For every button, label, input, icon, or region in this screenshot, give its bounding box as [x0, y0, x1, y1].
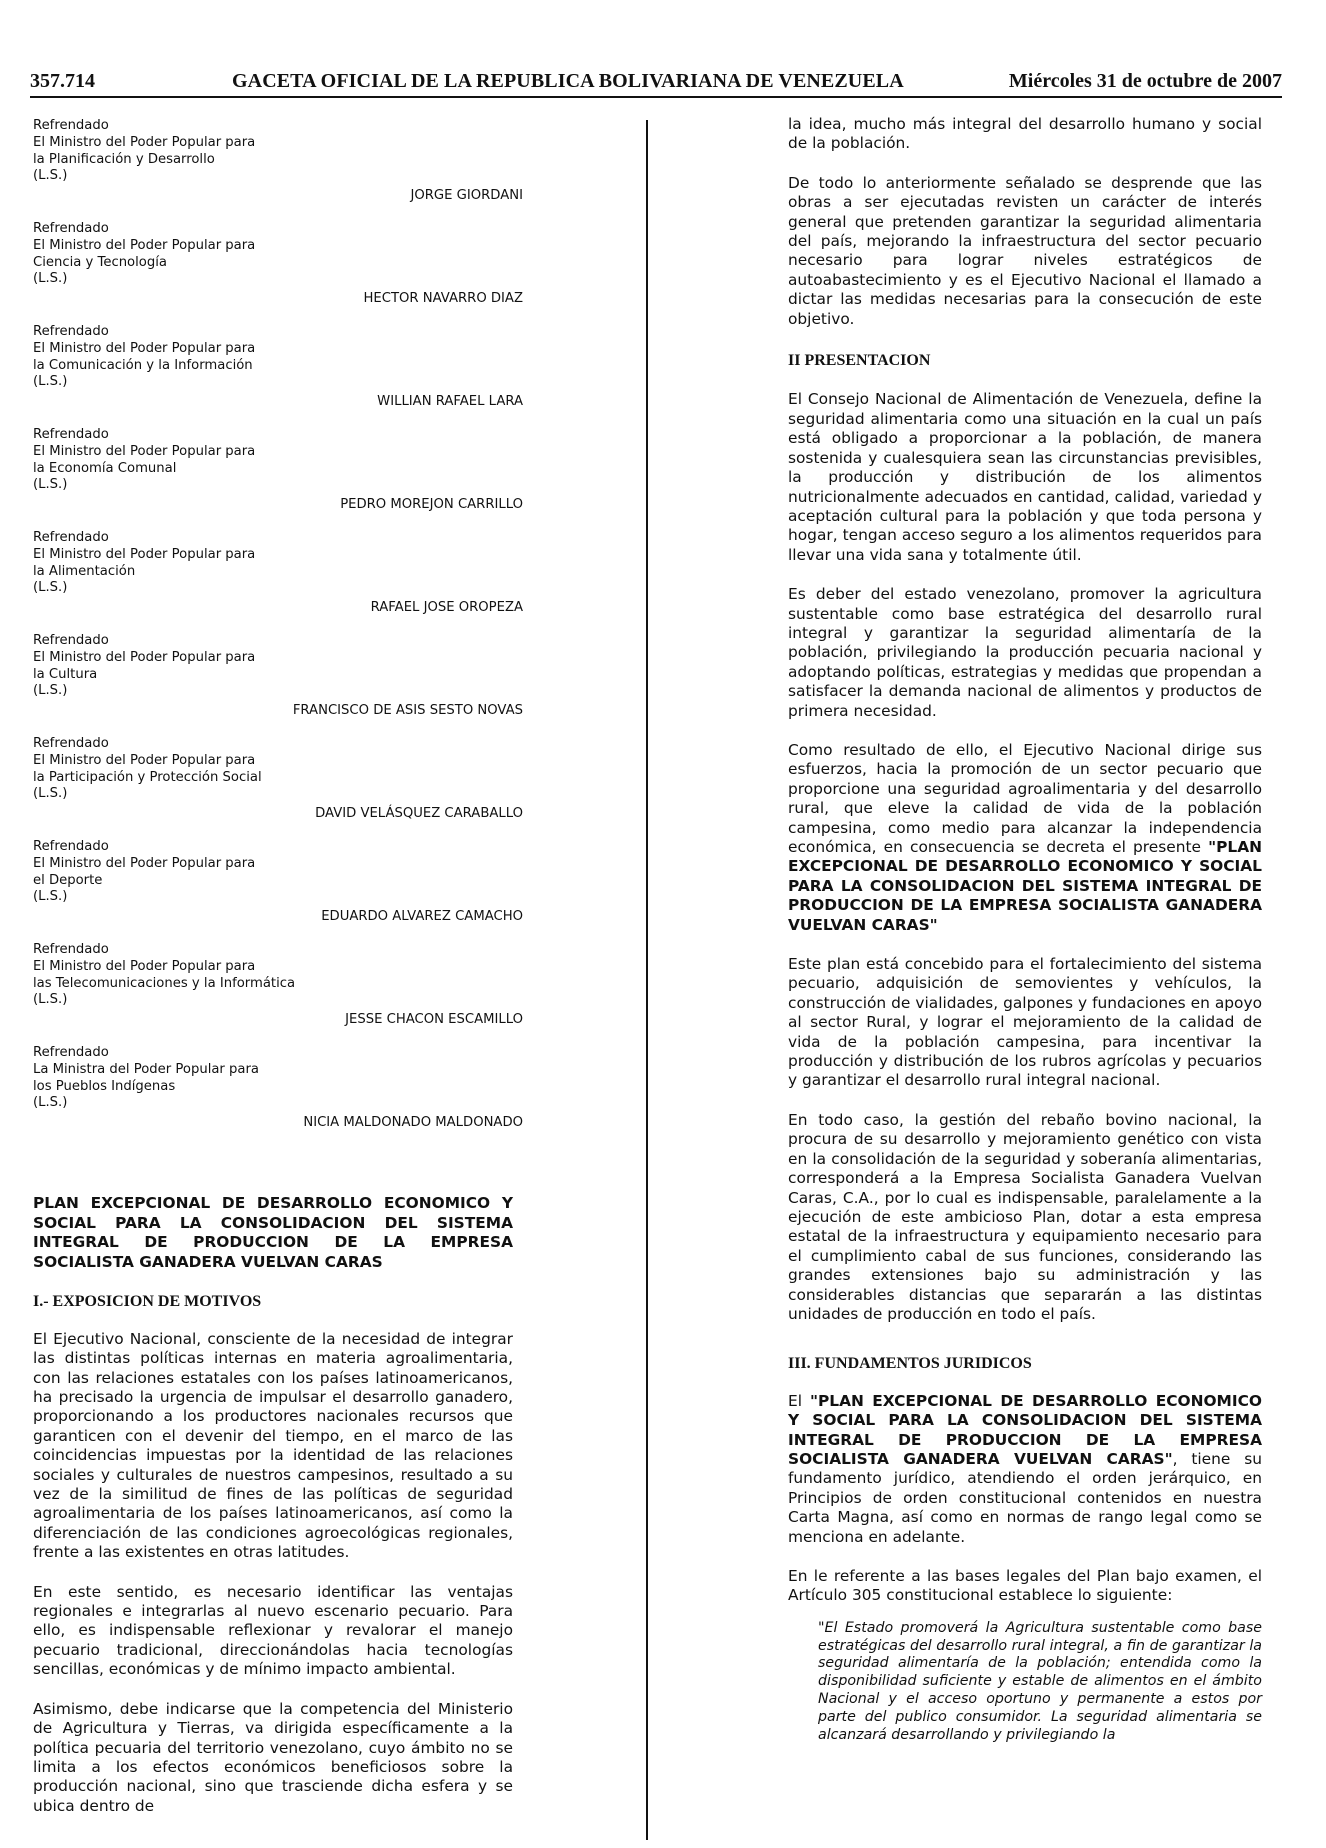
signature-block	[33, 221, 523, 324]
minister-name: NICIA MALDONADO MALDONADO	[303, 1115, 523, 1130]
signature-seal: (L.S.)	[33, 271, 68, 287]
signature-role: El Ministro del Poder Popular para	[33, 237, 256, 253]
signature-ministry: el Deporte	[33, 872, 103, 888]
paragraph: De todo lo anteriormente señalado se desprende que las obras a ser ejecutadas revisten un carácter de interés general que pretenden garantizar la seguridad alimentaria del país, mejorando la infraestructura del sector pecuario necesario para lograr niveles estratégicos de autoabastecimiento y es el Ejecutivo Nacional el llamado a dictar las medidas necesarias para la consecución de este objetivo.	[788, 173, 1262, 328]
signature-label: Refrendado	[33, 633, 109, 648]
signature-block	[33, 118, 523, 221]
signature-seal: (L.S.)	[33, 786, 68, 802]
section-heading-presentacion: II PRESENTACION	[788, 352, 931, 370]
signature-seal: (L.S.)	[33, 1095, 68, 1111]
signature-block	[33, 427, 523, 530]
section-heading-exposicion: I.- EXPOSICION DE MOTIVOS	[33, 1293, 262, 1311]
signature-role: El Ministro del Poder Popular para	[33, 855, 256, 871]
signature-role: El Ministro del Poder Popular para	[33, 546, 256, 562]
minister-name: WILLIAN RAFAEL LARA	[377, 394, 523, 409]
signature-seal: (L.S.)	[33, 992, 68, 1008]
paragraph-text: , tiene su fundamento jurídico, atendiendo el orden jerárquico, en Principios de orden constitucional contenidos en nuestra Carta Magna, así como en normas de rango legal como se menciona en adelante.	[788, 1449, 1263, 1546]
signature-block	[33, 633, 523, 736]
paragraph: Este plan está concebido para el fortalecimiento del sistema pecuario, adquisición de semovientes y vehículos, la construcción de vialidades, galpones y fundaciones en apoyo al sector Rural, y lograr el mejoramiento de la calidad de vida de la población campesina, para incentivar la producción y distribución de los rubros agrícolas y pecuarios y garantizar el desarrollo rural integral nacional.	[788, 955, 1262, 1090]
paragraph: Asimismo, debe indicarse que la competencia del Ministerio de Agricultura y Tierras, va dirigida específicamente a la política pecuaria del territorio venezolano, cuyo ámbito no se limita a los efectos económicos beneficiosos sobre la producción nacional, sino que trasciende dicha esfera y se ubica dentro de	[33, 1699, 513, 1815]
signature-role: El Ministro del Poder Popular para	[33, 649, 256, 665]
plan-title: PLAN EXCEPCIONAL DE DESARROLLO ECONOMICO Y SOCIAL PARA LA CONSOLIDACION DEL SISTEMA INTEGRAL DE PRODUCCION DE LA EMPRESA SOCIALISTA GANADERA VUELVAN CARAS	[33, 1194, 513, 1271]
paragraph: En le referente a las bases legales del Plan bajo examen, el Artículo 305 constitucional establece lo siguiente:	[788, 1567, 1262, 1605]
gazette-header	[30, 68, 1282, 98]
signature-role: El Ministro del Poder Popular para	[33, 134, 256, 150]
constitution-quote: "El Estado promoverá la Agricultura sustentable como base estratégicas del desarrollo rural integral, a fin de garantizar la seguridad alimentaría de la población; entendida como la disponibilidad suficiente y estable de alimentos en el ámbito Nacional y el acceso oportuno y permanente a estos por parte del publico consumidor. La seguridad alimentaria se alcanzará desarrollando y privilegiando la	[818, 1619, 1262, 1743]
paragraph-text: El	[788, 1391, 810, 1410]
signature-role: El Ministro del Poder Popular para	[33, 443, 256, 459]
paragraph: Es deber del estado venezolano, promover la agricultura sustentable como base estratégica del desarrollo rural integral y garantizar la seguridad alimentaría de la población, privilegiando la producción pecuaria nacional y adoptando políticas, estrategias y medidas que propendan a satisfacer la demanda nacional de alimentos y productos de primera necesidad.	[788, 585, 1262, 720]
gazette-title: GACETA OFICIAL DE LA REPUBLICA BOLIVARIANA DE VENEZUELA	[232, 70, 904, 92]
signature-ministry: la Comunicación y la Información	[33, 357, 253, 373]
signature-ministry: la Cultura	[33, 666, 98, 682]
minister-name: JORGE GIORDANI	[410, 188, 523, 203]
section-heading-fundamentos: III. FUNDAMENTOS JURIDICOS	[788, 1355, 1032, 1373]
left-column	[33, 118, 523, 1816]
paragraph: El Ejecutivo Nacional, consciente de la necesidad de integrar las distintas políticas internas en materia agroalimentaria, con las relaciones estatales con los países latinoamericanos, ha precisado la urgencia de impulsar el desarrollo ganadero, proporcionando a los productores nacionales recursos que garanticen con el devenir del tiempo, en el marco de las coincidencias impuestas por la identidad de las relaciones sociales y culturales de nuestros campesinos, resultado a su vez de la similitud de fines de las políticas de seguridad agroalimentaria de los países latinoamericanos, así como la diferenciación de las condiciones agroecológicas regionales, frente a las existentes en otras latitudes.	[33, 1329, 513, 1562]
signature-label: Refrendado	[33, 324, 109, 339]
paragraph: El Consejo Nacional de Alimentación de Venezuela, define la seguridad alimentaria como una situación en la cual un país está obligado a proporcionar a la población, de manera sostenida y cualesquiera sean las circunstancias previsibles, la producción y distribución de los alimentos nutricionalmente adecuados en cantidad, calidad, variedad y aceptación cultural para la población y que toda persona y hogar, tengan acceso seguro a los alimentos requeridos para llevar una vida sana y totalmente útil.	[788, 390, 1262, 564]
signature-ministry: la Alimentación	[33, 563, 136, 579]
signature-block	[33, 736, 523, 839]
signature-block	[33, 1045, 523, 1148]
signature-ministry: la Economía Comunal	[33, 460, 177, 476]
signature-label: Refrendado	[33, 221, 109, 236]
signature-seal: (L.S.)	[33, 683, 68, 699]
signature-seal: (L.S.)	[33, 580, 68, 596]
signature-ministry: Ciencia y Tecnología	[33, 254, 167, 270]
paragraph: la idea, mucho más integral del desarrollo humano y social de la población.	[788, 115, 1262, 153]
signature-role: El Ministro del Poder Popular para	[33, 958, 256, 974]
plan-title-inline: "PLAN EXCEPCIONAL DE DESARROLLO ECONOMICO Y SOCIAL PARA LA CONSOLIDACION DEL SISTEMA INTEGRAL DE PRODUCCION DE LA EMPRESA SOCIALISTA GANADERA VUELVAN CARAS"	[788, 838, 1262, 934]
paragraph: En todo caso, la gestión del rebaño bovino nacional, la procura de su desarrollo y mejoramiento genético con vista en la consolidación de la seguridad y soberanía alimentarias, corresponderá a la Empresa Socialista Ganadera Vuelvan Caras, C.A., por lo cual es indispensable, paralelamente a la ejecución de este ambicioso Plan, dotar a esta empresa estatal de la infraestructura y equipamiento necesario para el cumplimiento cabal de sus funciones, considerando las grandes extensiones bajo su administración y las considerables distancias que separarán a las distintas unidades de producción en todo el país.	[788, 1110, 1262, 1323]
signature-seal: (L.S.)	[33, 889, 68, 905]
column-divider	[646, 120, 648, 1840]
signature-ministry: las Telecomunicaciones y la Informática	[33, 975, 296, 991]
signature-seal: (L.S.)	[33, 374, 68, 390]
signature-seal: (L.S.)	[33, 477, 68, 493]
minister-name: RAFAEL JOSE OROPEZA	[370, 600, 523, 615]
signature-label: Refrendado	[33, 427, 109, 442]
signature-label: Refrendado	[33, 118, 109, 133]
signature-role: La Ministra del Poder Popular para	[33, 1061, 260, 1077]
issue-date: Miércoles 31 de octubre de 2007	[1008, 70, 1282, 92]
minister-name: DAVID VELÁSQUEZ CARABALLO	[315, 806, 523, 821]
signature-seal: (L.S.)	[33, 168, 68, 184]
paragraph-text: Como resultado de ello, el Ejecutivo Nacional dirige sus esfuerzos, hacia la promoción de un sector pecuario que proporcione una seguridad agroalimentaria y del desarrollo rural, que eleve la calidad de vida de la población campesina, como medio para alcanzar la independencia económica, en consecuencia se decreta el presente	[788, 740, 1262, 856]
signature-ministry: la Participación y Protección Social	[33, 769, 262, 785]
minister-name: JESSE CHACON ESCAMILLO	[345, 1012, 523, 1027]
minister-name: FRANCISCO DE ASIS SESTO NOVAS	[292, 703, 523, 718]
plan-title-inline: "PLAN EXCEPCIONAL DE DESARROLLO ECONOMICO Y SOCIAL PARA LA CONSOLIDACION DEL SISTEMA INTEGRAL DE PRODUCCION DE LA EMPRESA SOCIALISTA GANADERA VUELVAN CARAS"	[788, 1391, 1262, 1468]
right-column	[788, 115, 1262, 1744]
signature-ministry: los Pueblos Indígenas	[33, 1078, 176, 1094]
signature-block	[33, 839, 523, 942]
signature-role: El Ministro del Poder Popular para	[33, 752, 256, 768]
page-number: 357.714	[30, 70, 95, 92]
signature-label: Refrendado	[33, 942, 109, 957]
paragraph: En este sentido, es necesario identificar las ventajas regionales e integrarlas al nuevo escenario pecuario. Para ello, es indispensable reflexionar y revalorar el manejo pecuario tradicional, direccionándolas hacia tecnologías sencillas, económicas y de mínimo impacto ambiental.	[33, 1582, 513, 1679]
signature-block	[33, 530, 523, 633]
minister-name: HECTOR NAVARRO DIAZ	[363, 291, 523, 306]
signature-role: El Ministro del Poder Popular para	[33, 340, 256, 356]
paragraph	[788, 741, 1262, 935]
signature-label: Refrendado	[33, 839, 109, 854]
signature-label: Refrendado	[33, 530, 109, 545]
signature-block	[33, 942, 523, 1045]
signature-ministry: la Planificación y Desarrollo	[33, 151, 215, 167]
signature-label: Refrendado	[33, 736, 109, 751]
signature-block	[33, 324, 523, 427]
paragraph	[788, 1392, 1262, 1547]
minister-name: EDUARDO ALVAREZ CAMACHO	[321, 909, 523, 924]
minister-name: PEDRO MOREJON CARRILLO	[340, 497, 523, 512]
signature-label: Refrendado	[33, 1045, 109, 1060]
